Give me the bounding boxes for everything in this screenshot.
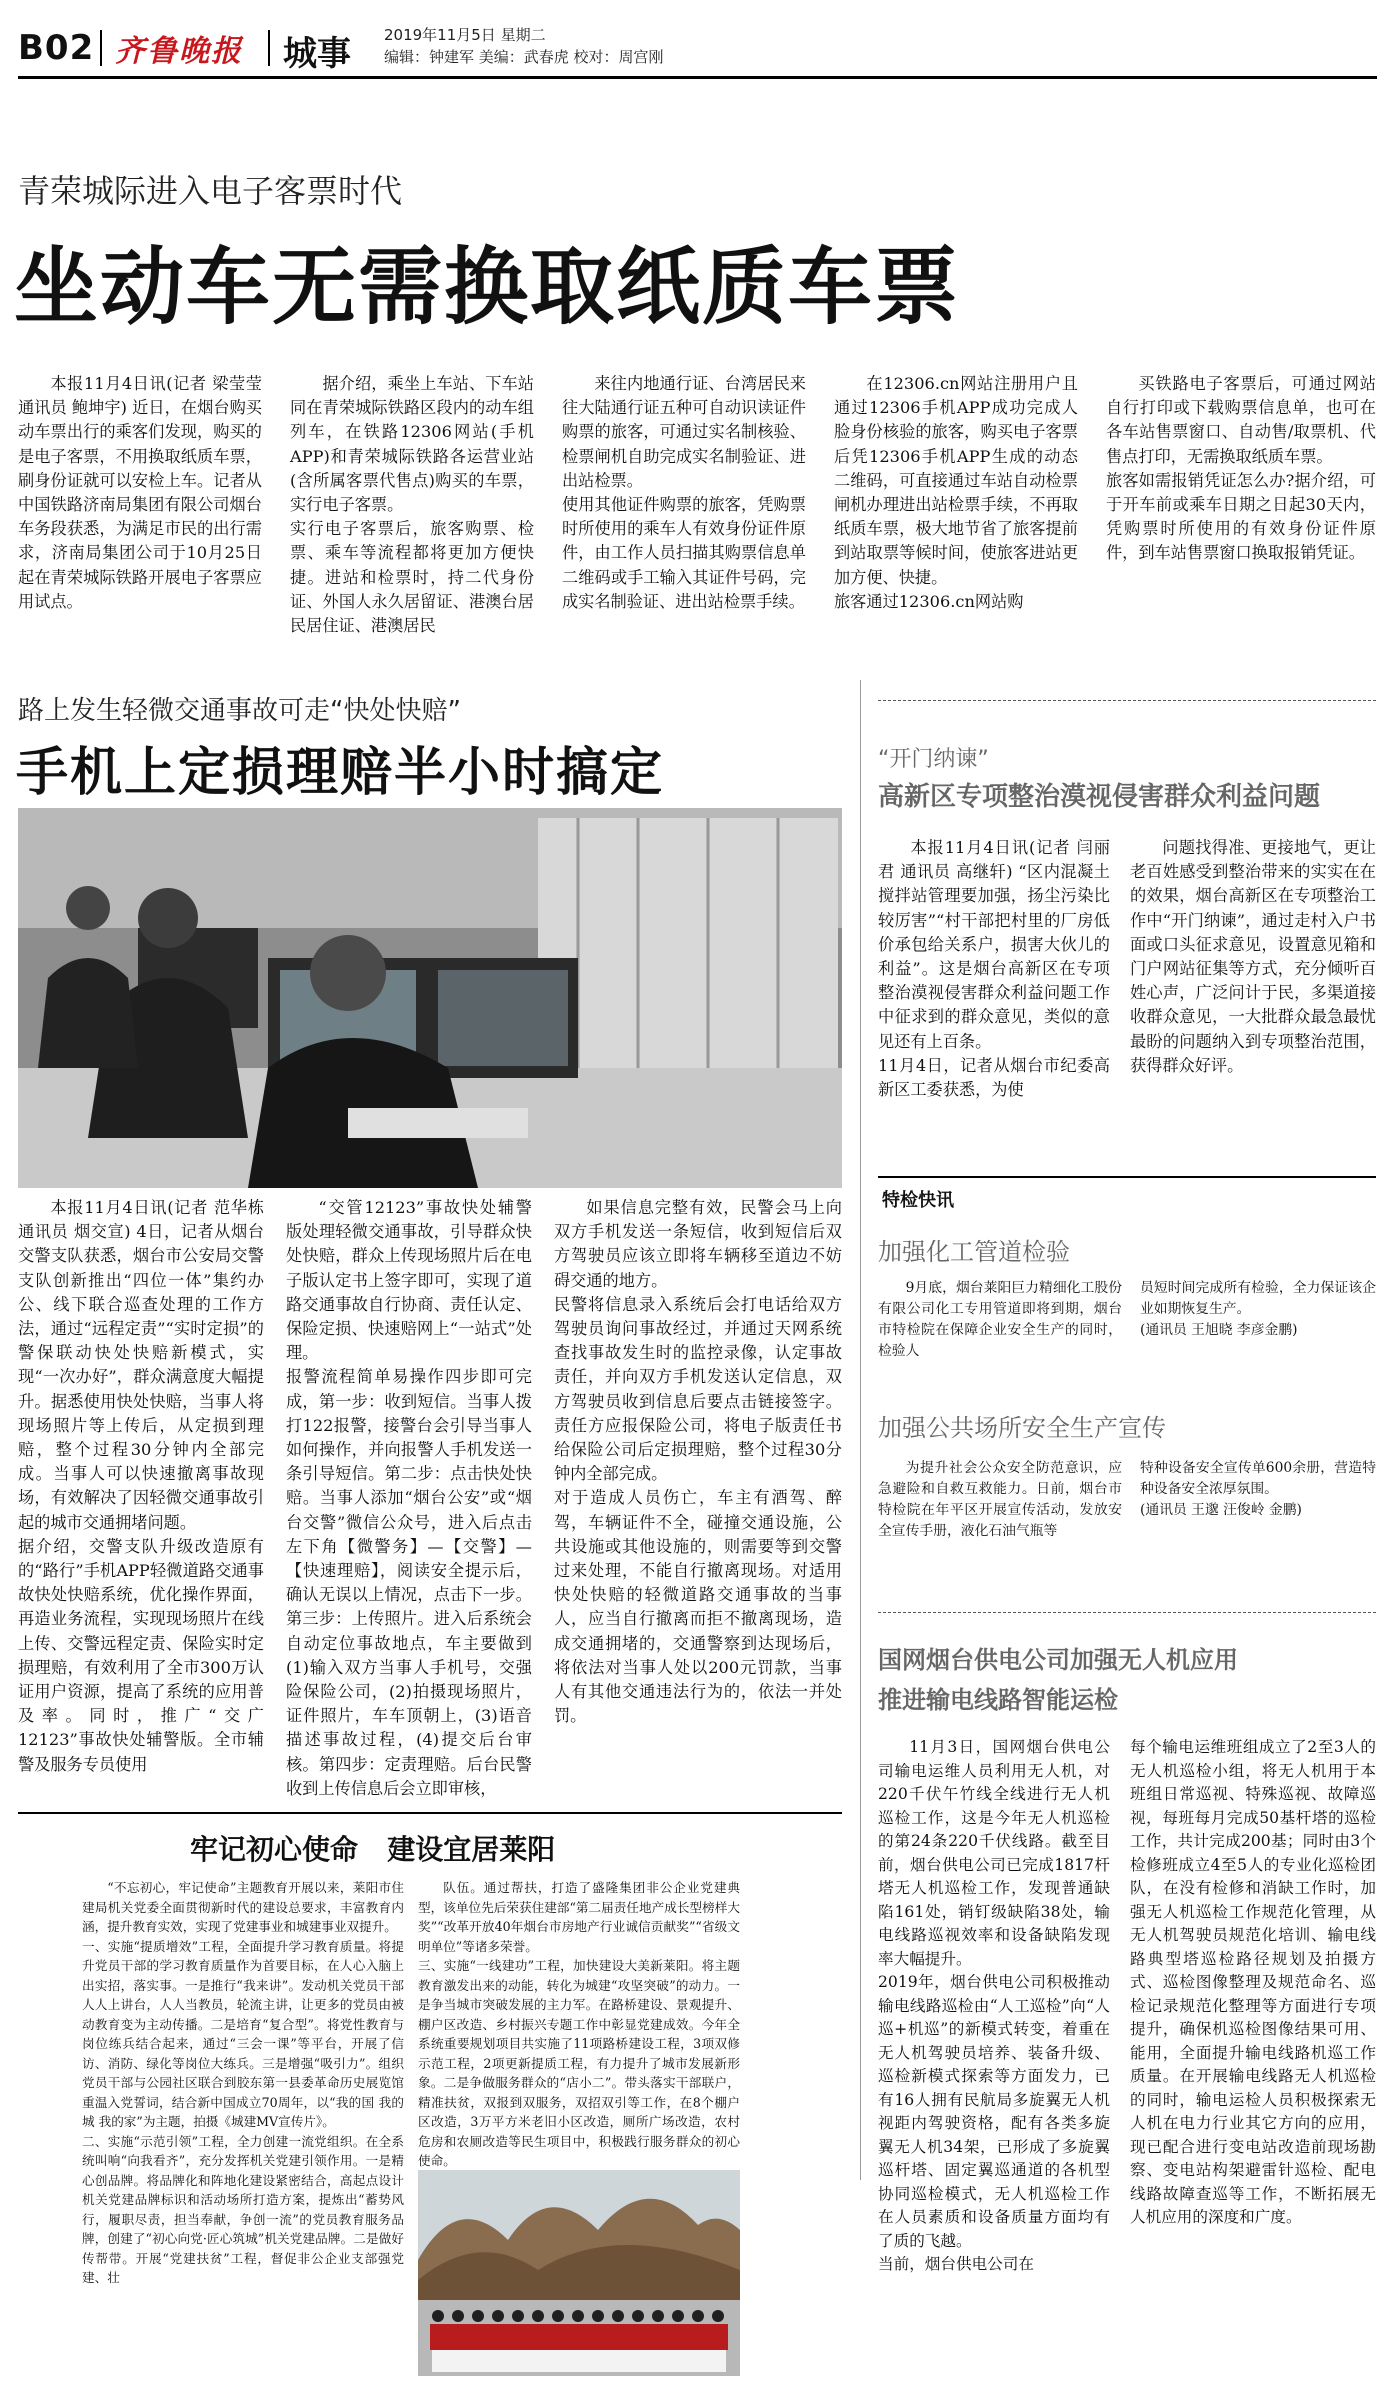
article2-kicker: 路上发生轻微交通事故可走“快处快赔” [18, 696, 461, 726]
brief1-col-2: 员短时间完成所有检验，全力保证该企业如期恢复生产。 (通讯员 王旭晓 李彦金鹏) [1140, 1280, 1376, 1338]
traffic-police-photo-graphic [18, 808, 842, 1188]
article4-headline-2: 推进输电线路智能运检 [878, 1686, 1118, 1714]
article1-col-4: 在12306.cn网站注册用户且通过12306手机APP成功完成人脸身份核验的旅客，购买电子客票后凭12306手机APP生成的动态二维码，可直接通过车站自动检票闸机办理进出站检票手续，不再取纸质车票，极大地节省了旅客提前到站取票等候时间，使旅客进站更加方便、快捷。 旅客通过12306.cn网站购 [834, 374, 1078, 611]
article1-kicker: 青荣城际进入电子客票时代 [18, 172, 403, 210]
article4-headline-1: 国网烟台供电公司加强无人机应用 [878, 1646, 1238, 1674]
article1-headline: 坐动车无需换取纸质车票 [14, 238, 961, 336]
briefs-rule [878, 1176, 1376, 1178]
issue-date: 2019年11月5日 星期二 [384, 26, 546, 44]
article2-col-3: 如果信息完整有效，民警会马上向双方手机发送一条短信，收到短信后双方驾驶员应该立即将车辆移至道边不妨碍交通的地方。 民警将信息录入系统后会打电话给双方驾驶员询问事故经过，并通过天网系统查找事故发生时的监控录像，认定事故责任，并向双方手机发送认定信息，双方驾驶员收到信息后要点击链接签字。责任方应报保险公司，将电子版责任书给保险公司后定损理赔，整个过程30分钟内全部完成。 对于造成人员伤亡，车主有酒驾、醉驾，车辆证件不全，碰撞交通设施，公共设施或其他设施的，则需要等到交警过来处理，不能自行撤离现场。对适用快处快赔的轻微道路交通事故的当事人，应当自行撤离而拒不撤离现场，造成交通拥堵的，交通警察到达现场后，将依法对当事人处以200元罚款，当事人有其他交通违法行为的，依法一并处罚。 [554, 1198, 842, 1726]
article3-headline: 高新区专项整治漠视侵害群众利益问题 [878, 782, 1321, 812]
article1-col-3: 来往内地通行证、台湾居民来往大陆通行证五种可自动识读证件购票的旅客，可通过实名制核验、检票闸机自助完成实名制验证、进出站检票。 使用其他证件购票的旅客，凭购票时所使用的乘车人有效身份证件原件，由工作人员扫描其购票信息单二维码或手工输入其证件号码，完成实名制验证、进出站检票手续。 [562, 374, 806, 611]
article3-col-2: 问题找得准、更接地气，更让老百姓感受到整治带来的实实在在的效果，烟台高新区在专项整治工作中“开门纳谏”，通过走村入户书面或口头征求意见，设置意见箱和门户网站征集等方式，充分倾听百姓心声，广泛问计于民，多渠道接收群众意见，一大批群众最急最忧最盼的问题纳入到专项整治范围，获得群众好评。 [1130, 838, 1376, 1075]
page-number: B02 [18, 28, 95, 68]
section-name: 城事 [283, 34, 351, 74]
header-divider [268, 30, 270, 66]
editor-credits: 编辑：钟建军 美编：武春虎 校对：周宫刚 [384, 48, 664, 66]
column-divider [860, 680, 861, 2180]
brief2-title: 加强公共场所安全生产宣传 [878, 1414, 1166, 1442]
brief1-col-1: 9月底，烟台莱阳巨力精细化工股份有限公司化工专用管道即将到期，烟台市特检院在保障企业安全生产的同时，检验人 [878, 1280, 1122, 1359]
article5-col-1: “不忘初心，牢记使命”主题教育开展以来，莱阳市住建局机关党委全面贯彻新时代的建设总要求，丰富教育内涵，提升教育实效，实现了党建事业和城建事业双提升。 一、实施“提质增效”工程，全面提升学习教育质量。将提升党员干部的学习教育质量作为首要目标，在人心入脑上出实招，落实事。一是推行“我来讲”。发动机关党员干部人人上讲台，人人当教员，轮流主讲，让更多的党员由被动教育变为主动传播。二是培育“复合型”。将党性教育与岗位练兵结合起来，通过“三会一课”等平台，开展了信访、消防、绿化等岗位大练兵。三是增强“吸引力”。组织党员干部与公园社区联合到胶东第一县委革命历史展览馆重温入党誓词，结合新中国成立70周年，以“我的国 我的城 我的家”为主题，拍摄《城建MV宣传片》。 二、实施“示范引领”工程，全力创建一流党组织。在全系统叫响“向我看齐”，充分发挥机关党建引领作用。一是精心创品牌。将品牌化和阵地化建设紧密结合，高起点设计机关党建品牌标识和活动场所打造方案，提炼出“蓄势风行，履职尽责，担当奉献，争创一流”的党员教育服务品牌，创建了“初心向党·匠心筑城”机关党建品牌。二是做好传帮带。开展“党建扶贫”工程，督促非公企业支部强党建、壮 [82, 1880, 404, 2285]
article4-col-2: 每个输电运维班组成立了2至3人的无人机巡检小组，将无人机用于本班组日常巡视、特殊巡视、故障巡视，每班每月完成50基杆塔的巡检工作，共计完成200基；同时由3个检修班成立4至5人的专业化巡检团队，在没有检修和消缺工作时，加强无人机巡检工作规范化管理，从无人机驾驶员规范化培训、输电线路典型塔巡检路径规划及拍摄方式、巡检图像整理及规范命名、巡检记录规范化整理等方面进行专项提升，确保机巡检图像结果可用、能用，全面提升输电线路机巡工作质量。在开展输电线路无人机巡检的同时，输电运检人员积极探索无人机在电力行业其它方向的应用，现已配合进行变电站改造前现场勘察、变电站构架避雷针巡检、配电线路故障查巡等工作，不断拓展无人机应用的深度和广度。 [1130, 1738, 1376, 2226]
group-photo-graphic [418, 2170, 740, 2376]
article3-tag: “开门纳谏” [878, 747, 989, 772]
article1-col-1: 本报11月4日讯(记者 梁莹莹 通讯员 鲍坤宇) 近日，在烟台购买动车票出行的乘客们发现，购买的是电子客票，不用换取纸质车票，刷身份证就可以安检上车。记者从中国铁路济南局集团有限公司烟台车务段获悉，为满足市民的出行需求，济南局集团公司于10月25日起在青荣城际铁路开展电子客票应用试点。 [18, 374, 262, 611]
article5-col-2: 队伍。通过帮扶，打造了盛隆集团非公企业党建典型，该单位先后荣获住建部“第二届责任地产成长型榜样大奖”“改革开放40年烟台市房地产行业诚信贡献奖”“省级文明单位”等诸多荣誉。 三、实施“一线建功”工程，加快建设大美新莱阳。将主题教育激发出来的动能，转化为城建“攻坚突破”的动力。一是争当城市突破发展的主力军。在路桥建设、景观提升、棚户区改造、乡村振兴专题工作中彰显党建成效。今年全系统重要规划项目共实施了11项路桥建设工程，3项双修示范工程，2项更新提质工程，有力提升了城市发展新形象。二是争做服务群众的“店小二”。带头落实干部联户，精准扶贫，双报到双服务，双招双引等工作，在8个棚户区改造，3万平方米老旧小区改造，厕所广场改造，农村危房和农厕改造等民生项目中，积极践行服务群众的初心使命。 [418, 1880, 740, 2168]
article2-headline: 手机上定损理赔半小时搞定 [16, 743, 665, 803]
dashed-rule [878, 1612, 1376, 1613]
article5-rule [18, 1812, 842, 1814]
header-divider [100, 30, 102, 66]
group-photo [418, 2170, 740, 2376]
article1-col-5: 买铁路电子客票后，可通过网站自行打印或下载购票信息单，也可在各车站售票窗口、自动售/取票机、代售点打印，无需换取纸质车票。 旅客如需报销凭证怎么办?据介绍，可于开车前或乘车日期之日起30天内，凭购票时所使用的有效身份证件原件，到车站售票窗口换取报销凭证。 [1106, 374, 1376, 563]
article4-col-1: 11月3日，国网烟台供电公司输电运维人员利用无人机，对220千伏午竹线全线进行无人机巡检工作，这是今年无人机巡检的第24条220千伏线路。截至目前，烟台供电公司已完成1817杆塔无人机巡检工作，发现普通缺陷161处，销钉级缺陷38处，输电线路巡视效率和设备缺陷发现率大幅提升。 2019年，烟台供电公司积极推动输电线路巡检由“人工巡检”向“人巡+机巡”的新模式转变，着重在无人机驾驶员培养、装备升级、巡检新模式探索等方面发力，已有16人拥有民航局多旋翼无人机视距内驾驶资格，配有各类多旋翼无人机34架，已形成了多旋翼巡杆塔、固定翼巡通道的各机型协同巡检模式，无人机巡检工作在人员素质和设备质量方面均有了质的飞越。 当前，烟台供电公司在 [878, 1738, 1110, 2273]
article1-col-2: 据介绍，乘坐上车站、下车站同在青荣城际铁路区段内的动车组列车，在铁路12306网站(手机APP)和青荣城际铁路各运营业站(含所属客票代售点)购买的车票，实行电子客票。 实行电子客票后，旅客购票、检票、乘车等流程都将更加方便快捷。进站和检票时，持二代身份证、外国人永久居留证、港澳台居民居住证、港澳居民 [290, 374, 534, 636]
brief1-title: 加强化工管道检验 [878, 1238, 1070, 1266]
traffic-police-photo [18, 808, 842, 1188]
brief2-col-1: 为提升社会公众安全防范意识，应急避险和自救互救能力。日前，烟台市特检院在年平区开展宣传活动，发放安全宣传手册，液化石油气瓶等 [878, 1460, 1122, 1539]
article3-col-1: 本报11月4日讯(记者 闫丽君 通讯员 高继轩) “区内混凝土搅拌站管理要加强，扬尘污染比较厉害”“村干部把村里的厂房低价承包给关系户，损害大伙儿的利益”。这是烟台高新区在专项整治漠视侵害群众利益问题工作中征求到的群众意见，类似的意见还有上百条。 11月4日，记者从烟台市纪委高新区工委获悉，为使 [878, 838, 1110, 1100]
article2-col-1: 本报11月4日讯(记者 范华栋 通讯员 烟交宣) 4日，记者从烟台交警支队获悉，烟台市公安局交警支队创新推出“四位一体”集约办公、线下联合巡查处理的工作方法，通过“远程定责”“实时定损”的警保联动快处快赔新模式，实现“一次办好”，群众满意度大幅提升。据悉使用快处快赔，当事人将现场照片等上传后，从定损到理赔，整个过程30分钟内全部完成。当事人可以快速撤离事故现场，有效解决了因轻微交通事故引起的城市交通拥堵问题。 据介绍，交警支队升级改造原有的“路行”手机APP轻微道路交通事故快处快赔系统，优化操作界面，再造业务流程，实现现场照片在线上传、交警远程定责、保险实时定损理赔，有效利用了全市300万认证用户资源，提高了系统的应用普及率。同时，推广“交广12123”事故快处辅警版。全市辅警及服务专员使用 [18, 1198, 264, 1774]
article2-col-2: “交管12123”事故快处辅警版处理轻微交通事故，引导群众快处快赔，群众上传现场照片后在电子版认定书上签字即可，实现了道路交通事故自行协商、责任认定、保险定损、快速赔网上“一站式”处理。 报警流程简单易操作四步即可完成，第一步：收到短信。当事人拨打122报警，接警台会引导当事人如何操作，并向报警人手机发送一条引导短信。第二步：点击快处快赔。当事人添加“烟台公安”或“烟台交警”微信公众号，进入后点击左下角【微警务】—【交警】—【快速理赔】，阅读安全提示后，确认无误以上情况，点击下一步。第三步：上传照片。进入后系统会自动定位事故地点，车主要做到(1)输入双方当事人手机号，交强险保险公司，(2)拍摄现场照片，证件照片，车车顶朝上，(3)语音描述事故过程，(4)提交后台审核。第四步：定责理赔。后台民警收到上传信息后会立即审核， [286, 1198, 532, 1798]
brief2-col-2: 特种设备安全宣传单600余册，营造特种设备安全浓厚氛围。 (通讯员 王邈 汪俊岭 金鹏) [1140, 1460, 1376, 1518]
newspaper-logo: 齐鲁晚报 [115, 34, 243, 69]
briefs-label: 特检快讯 [882, 1190, 954, 1211]
article5-headline: 牢记初心使命 建设宜居莱阳 [190, 1833, 556, 1866]
header-rule [18, 76, 1377, 79]
dashed-rule [878, 700, 1376, 701]
